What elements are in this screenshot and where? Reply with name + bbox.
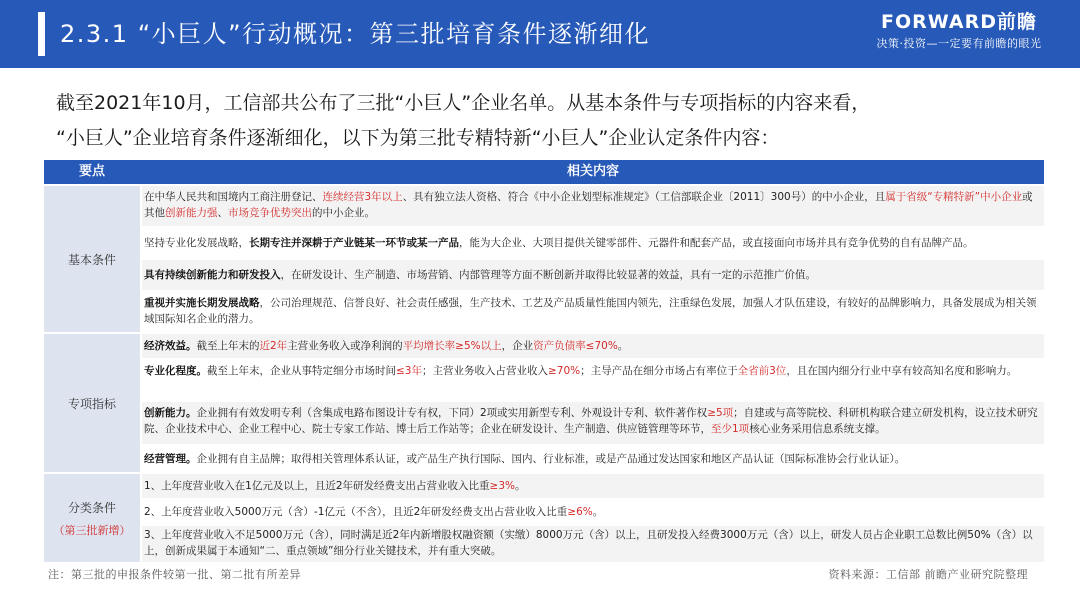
- table-row: [142, 334, 1044, 358]
- row-text: 企业拥有有效发明专利（含集成电路布图设计专有权，下同）2项或实用新型专利、外观设计专利、软件著作权: [196, 407, 708, 419]
- table-row: [142, 402, 1044, 444]
- row-text: 在中华人民共和国境内工商注册登记、: [144, 191, 323, 203]
- group-basic: [44, 186, 1044, 332]
- footnote: 注：第三批的申报条件较第一批、第二批有所差异: [48, 568, 301, 581]
- row-text: ，在研发设计、生产制造、市场营销、内部管理等方面不断创新并取得比较显著的效益，具有一定的示范推广价值。: [280, 269, 816, 281]
- group-key-basic: [44, 186, 140, 332]
- row-text: 截至上年末，企业从事特定细分市场时间: [207, 365, 396, 377]
- row-text: ，且在国内细分行业中享有较高知名度和影响力。: [786, 365, 1018, 377]
- bold-text: 经济效益。: [144, 340, 197, 352]
- intro-line-2: “小巨人”企业培育条件逐渐细化，以下为第三批专精特新“小巨人”企业认定条件内容：: [56, 127, 780, 149]
- bold-text: 创新能力。: [144, 407, 197, 419]
- row-text: ；主营业务收入占营业收入: [421, 365, 548, 377]
- row-text: 核心业务采用信息系统支撑。: [749, 423, 886, 435]
- row-text: ；主导产品在细分市场占有率位于: [580, 365, 738, 377]
- highlight-text: 至少1项: [711, 423, 750, 435]
- group-key-label: 分类条件: [67, 500, 116, 515]
- table-row: [142, 446, 1044, 472]
- bold-text: 具有持续创新能力和研发投入: [144, 269, 281, 281]
- highlight-text: 近2年: [259, 340, 288, 352]
- intro-line-1: 截至2021年10月，工信部共公布了三批“小巨人”企业名单。从基本条件与专项指标的内容来看，: [56, 92, 871, 114]
- highlight-text: 属于省级“专精特新”中小企业: [885, 191, 1023, 203]
- row-text: 企业拥有自主品牌；取得相关管理体系认证，或产品生产执行国际、国内、行业标准，或是产品通过发达国家和地区产品认证（国际标准协会行业认证）。: [196, 453, 906, 465]
- highlight-text: 平均增长率≥5%以上: [402, 340, 502, 352]
- row-text: ，能为大企业、大项目提供关键零部件、元器件和配套产品，或直接面向市场并具有竞争优势的自有品牌产品。: [459, 237, 974, 249]
- group-key-special: [44, 334, 140, 472]
- row-text: 或其他: [144, 191, 1033, 219]
- highlight-text: 市场竞争优势突出: [228, 207, 312, 219]
- column-header-content: 相关内容: [566, 164, 619, 179]
- row-text: 、具有独立法人资格、符合《中小企业划型标准规定》（工信部联企业〔2011〕300号）的中小企业，且: [402, 191, 886, 203]
- row-text: 2、上年度营业收入5000万元（含）-1亿元（不含），且近2年研发经费支出占营业收入比重: [144, 506, 568, 518]
- table-header: [44, 160, 1044, 184]
- table-row: [142, 500, 1044, 524]
- highlight-text: 创新能力强: [165, 207, 218, 219]
- conditions-table: [44, 160, 1044, 562]
- highlight-text: ≥3%: [489, 480, 516, 492]
- highlight-text: ≥5项: [707, 407, 734, 419]
- logo-slogan: 决策·投资—一定要有前瞻的眼光: [876, 37, 1042, 50]
- row-text: 。: [515, 480, 526, 492]
- bold-text: 专业化程度。: [144, 365, 207, 377]
- forward-logo: [864, 10, 1054, 52]
- highlight-text: 全省前3位: [737, 365, 787, 377]
- row-text: 、: [217, 207, 228, 219]
- title-banner: [0, 0, 1080, 68]
- highlight-text: ≥70%: [547, 365, 581, 377]
- row-text: 主营业务收入或净利润的: [287, 340, 403, 352]
- row-text: ；自建或与高等院校、科研机构联合建立研发机构，设立技术研究院、企业技术中心、企业工程中心、院士专家工作站、博士后工作站等；企业在研发设计、生产制造、供应链管理等环节，: [144, 407, 1038, 435]
- group-classify: [44, 474, 1044, 562]
- highlight-text: 资产负债率≤70%: [533, 340, 618, 352]
- highlight-text: ≤3年: [396, 365, 422, 377]
- table-row: [142, 360, 1044, 400]
- row-text: 坚持专业化发展战略，: [144, 237, 249, 249]
- table-row: [142, 474, 1044, 498]
- bold-text: 长期专注并深耕于产业链某一环节或某一产品: [249, 237, 459, 249]
- row-text: 1、上年度营业收入在1亿元及以上，且近2年研发经费支出占营业收入比重: [144, 480, 490, 492]
- row-text: 3、上年度营业收入不足5000万元（含），同时满足近2年内新增股权融资额（实缴）8000万元（含）以上，且研发投入经费3000万元（含）以上，研发人员占企业职工总数比例50%（含）以上，创新成果属于本通知“二、重点领域”细分行业关键技术，并有重大突破。: [144, 529, 1033, 557]
- table-row: [142, 228, 1044, 258]
- highlight-text: ≥6%: [567, 506, 593, 518]
- new-in-third-batch-note: （第三批新增）: [53, 523, 131, 537]
- page-title: 2.3.1 “小巨人”行动概况：第三批培育条件逐渐细化: [60, 20, 651, 48]
- logo-wordmark: FORWARD前瞻: [881, 11, 1037, 33]
- row-text: 。: [617, 340, 629, 352]
- title-accent-bar: [38, 12, 45, 56]
- row-text: ，公司治理规范、信誉良好、社会责任感强，生产技术、工艺及产品质量性能国内领先，注重绿色发展，加强人才队伍建设，有较好的品牌影响力，具备发展成为相关领域国际知名企业的潜力。: [144, 297, 1037, 325]
- highlight-text: 连续经营3年以上: [322, 191, 403, 203]
- source-note: 资料来源：工信部 前瞻产业研究院整理: [828, 568, 1028, 581]
- row-text: 。: [592, 506, 604, 518]
- row-text: 的中小企业。: [312, 207, 375, 219]
- row-text: ，企业: [501, 340, 534, 352]
- group-key-label: 专项指标: [67, 396, 116, 411]
- table-row: [142, 526, 1044, 562]
- row-text: 截至上年末的: [196, 340, 260, 352]
- table-row: [142, 260, 1044, 290]
- table-row: [142, 186, 1044, 226]
- table-row: [142, 292, 1044, 332]
- group-key-classify: [44, 474, 140, 562]
- intro-text: [56, 86, 1056, 156]
- bold-text: 重视并实施长期发展战略: [144, 297, 260, 309]
- bold-text: 经营管理。: [144, 453, 197, 465]
- column-header-key: 要点: [78, 164, 105, 179]
- group-key-label: 基本条件: [67, 252, 116, 267]
- group-special: [44, 334, 1044, 472]
